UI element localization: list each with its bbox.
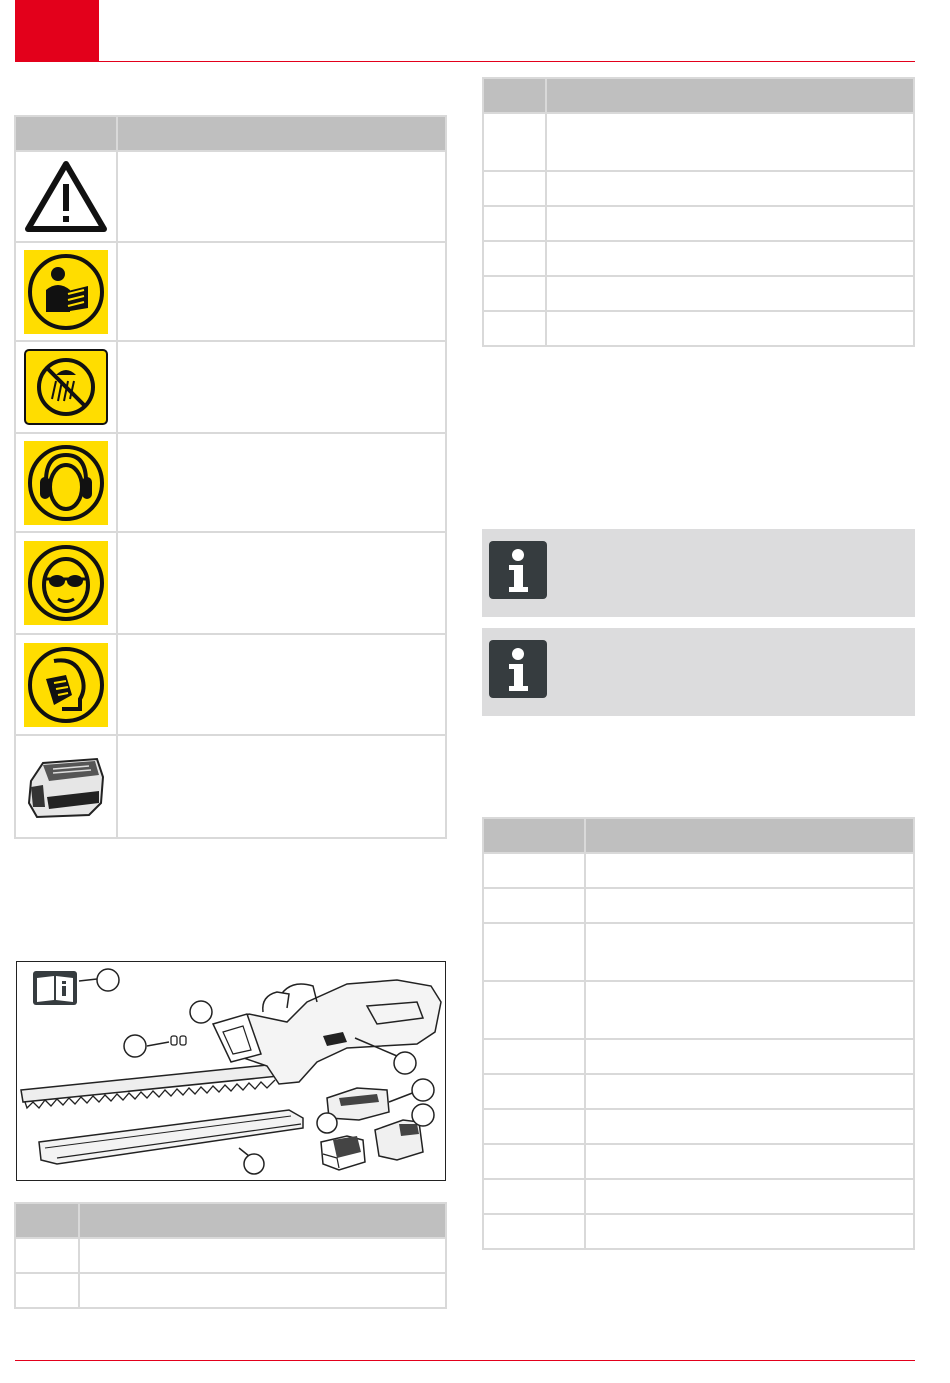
info-icon (489, 541, 547, 599)
table-row (483, 923, 914, 981)
table-row (483, 311, 914, 346)
face-mask-icon (24, 643, 108, 727)
table-cell (483, 206, 546, 241)
table-cell (585, 1214, 914, 1249)
parts-table (14, 1202, 447, 1309)
table-cell (585, 1144, 914, 1179)
product-illustration (16, 961, 446, 1181)
table-row (15, 532, 446, 634)
table-row (483, 1179, 914, 1214)
symbol-cell (15, 341, 117, 433)
table-cell (79, 1273, 446, 1308)
info-box (482, 628, 915, 716)
table-cell (483, 1039, 585, 1074)
table-cell (585, 1039, 914, 1074)
table-row (483, 1109, 914, 1144)
table-cell (483, 113, 546, 171)
table-cell (585, 981, 914, 1039)
table-cell (585, 1074, 914, 1109)
symbol-cell (15, 634, 117, 735)
table-row (483, 1074, 914, 1109)
table-cell (483, 171, 546, 206)
table-row (483, 206, 914, 241)
table-cell (483, 1179, 585, 1214)
table-row (483, 853, 914, 888)
table-row (483, 241, 914, 276)
table-header-cell (546, 78, 914, 113)
table-cell (546, 171, 914, 206)
eye-protection-icon (24, 541, 108, 625)
read-manual-icon (24, 250, 108, 334)
hedge-trimmer-drawing (17, 962, 444, 1179)
table-row (483, 276, 914, 311)
header-red-block (15, 0, 99, 62)
table-cell (546, 206, 914, 241)
technical-data-table (482, 817, 915, 1250)
info-box (482, 529, 915, 617)
table-cell (585, 1179, 914, 1214)
info-icon (489, 640, 547, 698)
table-cell (546, 311, 914, 346)
table-cell (546, 113, 914, 171)
table-cell (483, 1109, 585, 1144)
table-cell (483, 1074, 585, 1109)
table-cell (483, 1214, 585, 1249)
table-header-cell (483, 818, 585, 853)
table-row (15, 341, 446, 433)
table-cell (483, 276, 546, 311)
table-header-row (15, 116, 446, 151)
symbol-description (117, 433, 446, 532)
table-header-cell (15, 116, 117, 151)
symbol-description (117, 151, 446, 242)
table-row (483, 171, 914, 206)
table-header-row (15, 1203, 446, 1238)
symbols-table (14, 115, 447, 839)
table-cell (15, 1273, 79, 1308)
table-cell (585, 923, 914, 981)
warning-triangle-icon (23, 159, 109, 235)
symbol-cell (15, 735, 117, 838)
table-row (483, 1144, 914, 1179)
no-rain-icon (24, 349, 108, 425)
table-header-cell (585, 818, 914, 853)
table-header-cell (79, 1203, 446, 1238)
table-row (483, 1039, 914, 1074)
table-cell (483, 981, 585, 1039)
safety-table (482, 77, 915, 347)
table-cell (15, 1238, 79, 1273)
table-cell (585, 1109, 914, 1144)
table-cell (483, 1144, 585, 1179)
battery-pack-icon (23, 751, 109, 823)
header-rule (99, 61, 915, 62)
table-cell (546, 241, 914, 276)
table-row (15, 634, 446, 735)
table-row (15, 433, 446, 532)
ear-protection-icon (24, 441, 108, 525)
table-cell (546, 276, 914, 311)
manual-book-icon (33, 971, 77, 1005)
table-cell (483, 888, 585, 923)
table-row (483, 888, 914, 923)
symbol-cell (15, 433, 117, 532)
table-cell (585, 853, 914, 888)
table-header-cell (483, 78, 546, 113)
symbol-cell (15, 242, 117, 341)
table-header-cell (15, 1203, 79, 1238)
symbol-description (117, 634, 446, 735)
table-row (483, 1214, 914, 1249)
table-cell (79, 1238, 446, 1273)
symbol-description (117, 242, 446, 341)
table-row (15, 735, 446, 838)
symbol-description (117, 341, 446, 433)
table-cell (483, 923, 585, 981)
table-row (483, 981, 914, 1039)
table-cell (483, 311, 546, 346)
table-header-row (483, 78, 914, 113)
table-cell (483, 241, 546, 276)
table-header-cell (117, 116, 446, 151)
table-cell (483, 853, 585, 888)
footer-rule (15, 1360, 915, 1361)
table-row (15, 1238, 446, 1273)
symbol-cell (15, 532, 117, 634)
table-row (483, 113, 914, 171)
table-cell (585, 888, 914, 923)
table-header-row (483, 818, 914, 853)
table-row (15, 242, 446, 341)
table-row (15, 1273, 446, 1308)
symbol-cell (15, 151, 117, 242)
table-row (15, 151, 446, 242)
symbol-description (117, 735, 446, 838)
symbol-description (117, 532, 446, 634)
